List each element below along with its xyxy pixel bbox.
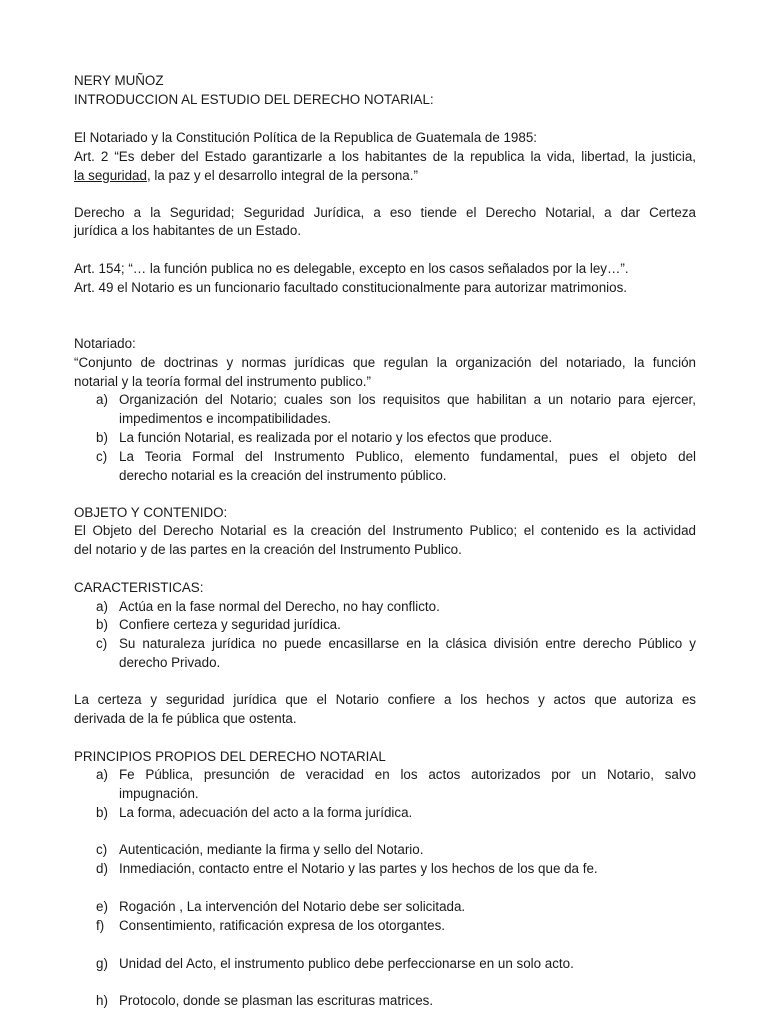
list-item-line-1: Actúa en la fase normal del Derecho, no hay conflicto. (119, 599, 440, 614)
list-item-line-1: La Teoria Formal del Instrumento Publico, elemento fundamental, pues el objeto del (119, 449, 696, 464)
list-item-line-1: La función Notarial, es realizada por el notario y los efectos que produce. (119, 430, 553, 445)
list-marker: b) (96, 617, 108, 632)
notariado-definition-line-2: notarial y la teoría formal del instrumento publico.” (74, 374, 371, 389)
list-item-line-1: Unidad del Acto, el instrumento publico debe perfeccionarse en un solo acto. (119, 956, 574, 971)
author-name: NERY MUÑOZ (74, 73, 164, 88)
list-marker: a) (96, 599, 108, 614)
list-item-line-1: Confiere certeza y seguridad jurídica. (119, 617, 341, 632)
list-marker: g) (96, 956, 108, 971)
list-marker: h) (96, 993, 108, 1008)
list-item-line-1: La forma, adecuación del acto a la forma jurídica. (119, 805, 413, 820)
list-marker: c) (96, 636, 108, 651)
art2-line-1: Art. 2 “Es deber del Estado garantizarle a los habitantes de la republica la vida, libertad, la justicia, (74, 149, 696, 164)
list-marker: f) (96, 918, 105, 933)
list-item-line-1: Rogación , La intervención del Notario debe ser solicitada. (119, 899, 466, 914)
constitution-heading: El Notariado y la Constitución Política de la Republica de Guatemala de 1985: (74, 130, 537, 145)
notariado-definition-line-1: “Conjunto de doctrinas y normas jurídicas que regulan la organización del notariado, la función (74, 355, 696, 370)
list-item-line-2: impedimentos e incompatibilidades. (119, 411, 332, 426)
list-marker: a) (96, 767, 108, 782)
list-marker: c) (96, 842, 108, 857)
list-item-line-2: derecho Privado. (119, 655, 221, 670)
security-paragraph-line-1: Derecho a la Seguridad; Seguridad Jurídica, a eso tiende el Derecho Notarial, a dar Certeza (74, 205, 696, 220)
list-item-line-1: Su naturaleza jurídica no puede encasillarse en la clásica división entre derecho Público y (119, 636, 696, 651)
art2-line-2-rest: , la paz y el desarrollo integral de la persona.” (146, 168, 418, 183)
art49-text: Art. 49 el Notario es un funcionario facultado constitucionalmente para autorizar matrimonios. (74, 280, 628, 295)
list-item-line-1: Inmediación, contacto entre el Notario y las partes y los hechos de los que da fe. (119, 861, 598, 876)
list-item-line-1: Fe Pública, presunción de veracidad en los actos autorizados por un Notario, salvo (119, 767, 696, 782)
objeto-paragraph-line-2: del notario y de las partes en la creación del Instrumento Publico. (74, 542, 462, 557)
art2-line-2 (74, 166, 696, 185)
list-marker: a) (96, 392, 108, 407)
list-marker: b) (96, 430, 108, 445)
certeza-paragraph-line-1: La certeza y seguridad jurídica que el Notario confiere a los hechos y actos que autoriza es (74, 692, 696, 707)
document-title: INTRODUCCION AL ESTUDIO DEL DERECHO NOTARIAL: (74, 92, 434, 107)
security-paragraph-line-2: jurídica a los habitantes de un Estado. (74, 223, 302, 238)
list-item-line-2: impugnación. (119, 786, 199, 801)
certeza-paragraph-line-2: derivada de la fe pública que ostenta. (74, 711, 297, 726)
list-item-line-1: Protocolo, donde se plasman las escrituras matrices. (119, 993, 434, 1008)
list-marker: b) (96, 805, 108, 820)
list-item-line-1: Consentimiento, ratificación expresa de los otorgantes. (119, 918, 446, 933)
list-item-line-2: derecho notarial es la creación del instrumento público. (119, 468, 447, 483)
list-marker: d) (96, 861, 108, 876)
art2-underlined-text: la seguridad (74, 168, 147, 183)
notariado-heading: Notariado: (74, 336, 136, 351)
list-item-line-1: Organización del Notario; cuales son los requisitos que habilitan a un notario para ejercer, (119, 392, 696, 407)
art154-text: Art. 154; “… la función publica no es delegable, excepto en los casos señalados por la ley…”. (74, 261, 629, 276)
objeto-heading: OBJETO Y CONTENIDO: (74, 505, 228, 520)
list-item-line-1: Autenticación, mediante la firma y sello del Notario. (119, 842, 424, 857)
objeto-paragraph-line-1: El Objeto del Derecho Notarial es la creación del Instrumento Publico; el contenido es la actividad (74, 523, 696, 538)
list-marker: c) (96, 449, 108, 464)
caracteristicas-heading: CARACTERISTICAS: (74, 580, 204, 595)
list-marker: e) (96, 899, 108, 914)
principios-heading: PRINCIPIOS PROPIOS DEL DERECHO NOTARIAL (74, 749, 386, 764)
